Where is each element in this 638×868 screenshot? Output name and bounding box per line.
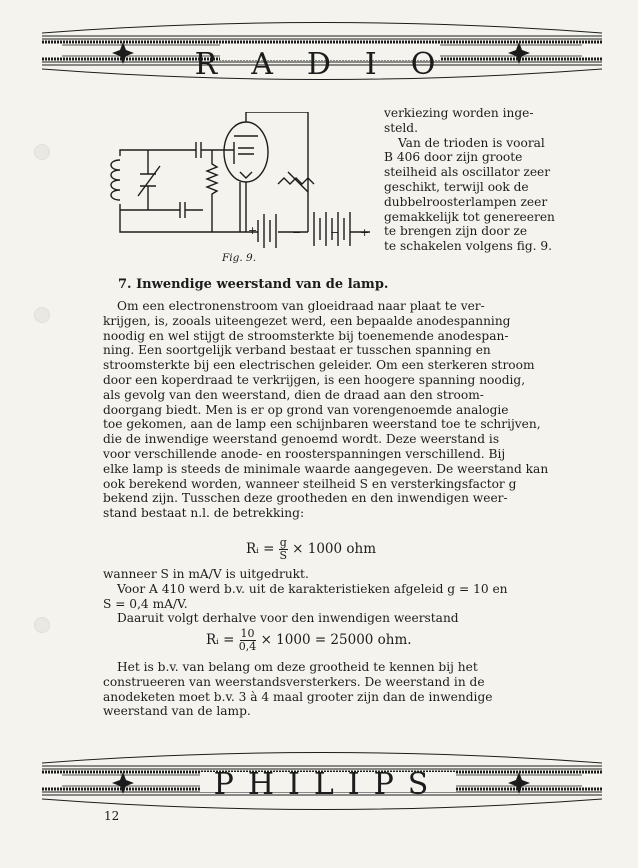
text-line: die de inwendige weerstand genoemd wordt. Deze weerstand is bbox=[103, 432, 500, 447]
text-line: S = 0,4 mA/V. bbox=[103, 596, 188, 611]
header-title: RADIO bbox=[194, 47, 470, 82]
text-line: noodig en wel stijgt de stroomsterkte bij toenemende anodespan- bbox=[103, 328, 509, 343]
footer-banner bbox=[42, 748, 602, 814]
formula-2 bbox=[206, 628, 412, 653]
text-line: construeeren van weerstandsversterkers. De weerstand in de bbox=[103, 674, 485, 689]
header-banner bbox=[42, 18, 602, 84]
text-line: anodeketen moet b.v. 3 à 4 maal grooter zijn dan de inwendige bbox=[103, 689, 493, 704]
numerator: 10 bbox=[240, 627, 255, 640]
text-line: Het is b.v. van belang om deze grootheid te kennen bij het bbox=[117, 660, 478, 674]
text-line: te brengen zijn door ze bbox=[384, 224, 528, 239]
text-line: stroomsterkte bij een electrischen geleider. Om een sterkeren stroom bbox=[103, 358, 535, 373]
numerator: g bbox=[279, 536, 287, 549]
text-line: voor verschillende anode- en roosterspanningen verschillend. Bij bbox=[103, 446, 506, 461]
punch-hole-bottom bbox=[34, 617, 50, 633]
section-heading: 7. Inwendige weerstand van de lamp. bbox=[118, 277, 389, 292]
text-line: ning. Een soortgelijk verband bestaat er tusschen spanning en bbox=[103, 343, 491, 358]
fraction bbox=[239, 628, 257, 653]
formula-rhs: × 1000 = 25000 ohm. bbox=[260, 632, 412, 648]
paragraph-2 bbox=[103, 567, 555, 626]
text-line: krijgen, is, zooals uiteengezet werd, een bepaalde anodespanning bbox=[103, 313, 511, 328]
text-line: toe gekomen, aan de lamp een schijnbaren weerstand toe te schrijven, bbox=[103, 417, 541, 432]
text-line: steilheid als oscillator zeer bbox=[384, 165, 551, 180]
text-line: ook berekend worden, wanneer steilheid S en versterkingsfactor g bbox=[103, 476, 517, 491]
text-line: steld. bbox=[384, 120, 418, 135]
formula-lhs: Rᵢ = bbox=[246, 541, 275, 557]
text-line: Daaruit volgt derhalve voor den inwendigen weerstand bbox=[117, 611, 459, 626]
text-line: B 406 door zijn groote bbox=[384, 150, 523, 165]
punch-hole-top bbox=[34, 144, 50, 160]
text-line: doorgang biedt. Men is er op grond van vorengenoemde analogie bbox=[103, 402, 509, 417]
text-line: als gevolg van den weerstand, dien de draad aan den stroom- bbox=[103, 387, 484, 402]
svg-text:−: − bbox=[330, 226, 340, 239]
text-line: weerstand van de lamp. bbox=[103, 704, 251, 719]
text-line: door een koperdraad te verkrijgen, is een hoogere spanning noodig, bbox=[103, 372, 526, 387]
text-line: elke lamp is steeds de minimale waarde aangegeven. De weerstand kan bbox=[103, 461, 549, 476]
formula-lhs: Rᵢ = bbox=[206, 632, 235, 648]
page-number: 12 bbox=[104, 809, 120, 823]
text-line: gemakkelijk tot genereeren bbox=[384, 209, 555, 224]
formula-1 bbox=[246, 537, 376, 562]
paragraph-3 bbox=[103, 660, 555, 719]
svg-text:−: − bbox=[292, 226, 302, 239]
text-line: Voor A 410 werd b.v. uit de karakteristieken afgeleid g = 10 en bbox=[117, 581, 508, 596]
punch-hole-middle bbox=[34, 307, 50, 323]
svg-text:+: + bbox=[360, 226, 370, 239]
text-line: te schakelen volgens fig. 9. bbox=[384, 239, 553, 254]
right-column-text bbox=[384, 106, 556, 254]
fraction bbox=[279, 537, 288, 562]
text-line: dubbelroosterlampen zeer bbox=[384, 194, 548, 209]
formula-rhs: × 1000 ohm bbox=[292, 541, 376, 557]
text-line: wanneer S in mA/V is uitgedrukt. bbox=[103, 567, 309, 581]
paragraph-1 bbox=[103, 299, 555, 521]
text-line: verkiezing worden inge- bbox=[384, 106, 534, 120]
figure-caption: Fig. 9. bbox=[222, 252, 257, 264]
denominator: 0,4 bbox=[238, 640, 257, 653]
circuit-diagram bbox=[108, 112, 378, 252]
footer-title: PHILIPS bbox=[213, 767, 443, 802]
svg-text:+: + bbox=[248, 224, 258, 237]
text-line: stand bestaat n.l. de betrekking: bbox=[103, 506, 305, 521]
denominator: S bbox=[279, 549, 288, 562]
text-line: bekend zijn. Tusschen deze grootheden en den inwendigen weer- bbox=[103, 491, 508, 506]
text-line: Van de trioden is vooral bbox=[398, 135, 545, 150]
text-line: Om een electronenstroom van gloeidraad naar plaat te ver- bbox=[117, 299, 485, 313]
text-line: geschikt, terwijl ook de bbox=[384, 179, 529, 194]
